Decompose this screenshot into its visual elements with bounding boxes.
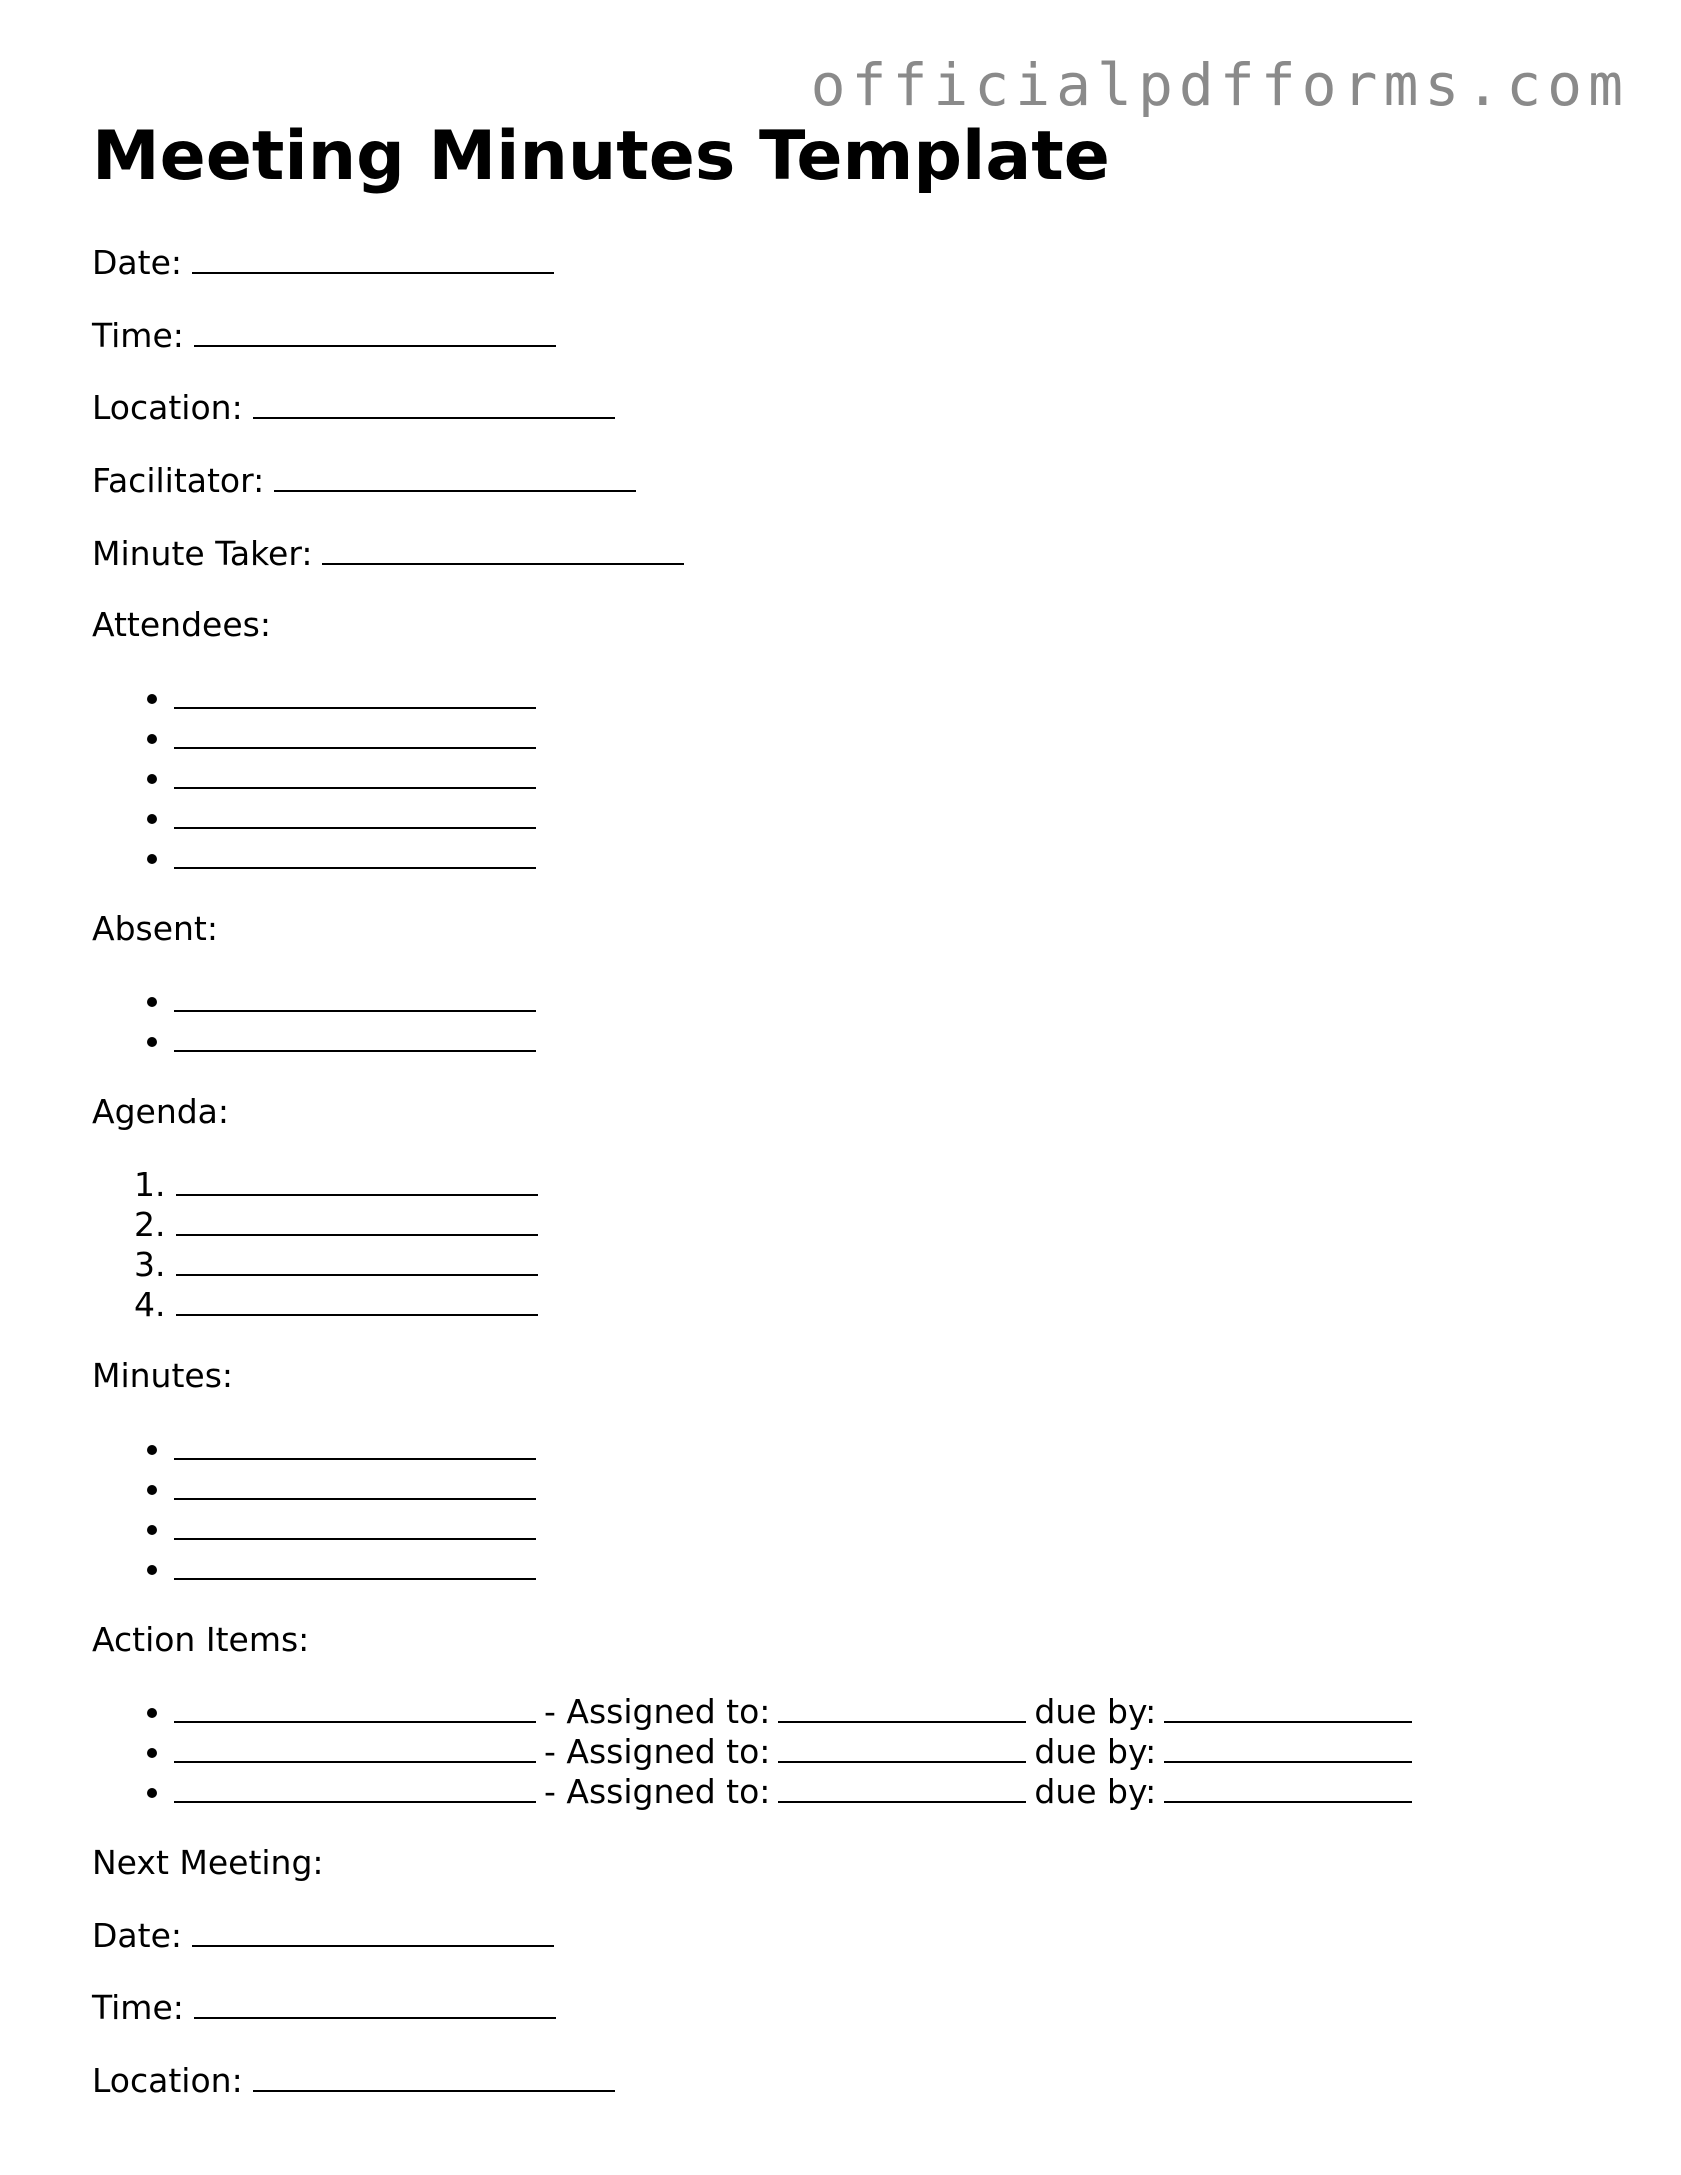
- action-field[interactable]: [174, 1731, 536, 1763]
- list-item: [174, 1428, 1632, 1468]
- agenda-field[interactable]: [176, 1164, 538, 1196]
- assigned-label: - Assigned to:: [544, 1732, 771, 1772]
- next-meeting-heading: Next Meeting:: [92, 1843, 324, 1883]
- absent-list: [92, 980, 1632, 1060]
- attendees-heading: Attendees:: [92, 605, 271, 645]
- next-location-label: Location:: [92, 2060, 243, 2100]
- list-item: [174, 1691, 1632, 1731]
- list-item: [174, 677, 1632, 717]
- minutes-field[interactable]: [174, 1468, 536, 1500]
- attendees-list: [92, 677, 1632, 877]
- assigned-label: - Assigned to:: [544, 1772, 771, 1812]
- attendee-field[interactable]: [174, 757, 536, 789]
- minute-taker-label: Minute Taker:: [92, 533, 313, 573]
- date-label: Date:: [92, 243, 182, 283]
- next-date-label: Date:: [92, 1915, 182, 1955]
- action-items-heading: Action Items:: [92, 1619, 310, 1659]
- list-item: [174, 1771, 1632, 1811]
- due-field[interactable]: [1164, 1691, 1412, 1723]
- list-item: [174, 717, 1632, 757]
- list-item: [174, 757, 1632, 797]
- form-body: [92, 118, 1632, 2133]
- minutes-list: [92, 1428, 1632, 1588]
- agenda-number: 3.: [134, 1244, 166, 1284]
- time-field[interactable]: [194, 315, 556, 347]
- absent-field[interactable]: [174, 1020, 536, 1052]
- agenda-field[interactable]: [176, 1204, 538, 1236]
- attendee-field[interactable]: [174, 837, 536, 869]
- due-label: due by:: [1034, 1692, 1157, 1732]
- agenda-field[interactable]: [176, 1284, 538, 1316]
- list-item: [134, 1284, 1632, 1324]
- minutes-heading: Minutes:: [92, 1355, 234, 1395]
- list-item: [174, 1020, 1632, 1060]
- minutes-field[interactable]: [174, 1428, 536, 1460]
- location-field[interactable]: [253, 387, 615, 419]
- minute-taker-field[interactable]: [322, 533, 684, 565]
- absent-heading: Absent:: [92, 908, 218, 948]
- list-item: [134, 1204, 1632, 1244]
- time-row: [92, 315, 1632, 356]
- assigned-field[interactable]: [778, 1691, 1026, 1723]
- assigned-field[interactable]: [778, 1731, 1026, 1763]
- page-title: Meeting Minutes Template: [92, 117, 1110, 196]
- agenda-number: 2.: [134, 1204, 166, 1244]
- minutes-field[interactable]: [174, 1508, 536, 1540]
- list-item: [174, 1508, 1632, 1548]
- next-time-row: [92, 1987, 1632, 2028]
- watermark: officialpdfforms.com: [810, 51, 1629, 119]
- attendee-field[interactable]: [174, 717, 536, 749]
- agenda-number: 1.: [134, 1164, 166, 1204]
- list-item: [134, 1244, 1632, 1284]
- next-date-row: [92, 1915, 1632, 1956]
- absent-field[interactable]: [174, 980, 536, 1012]
- facilitator-row: [92, 460, 1632, 501]
- assigned-field[interactable]: [778, 1771, 1026, 1803]
- facilitator-label: Facilitator:: [92, 460, 265, 500]
- minutes-field[interactable]: [174, 1548, 536, 1580]
- due-label: due by:: [1034, 1772, 1157, 1812]
- attendee-field[interactable]: [174, 677, 536, 709]
- list-item: [134, 1164, 1632, 1204]
- next-date-field[interactable]: [192, 1915, 554, 1947]
- action-field[interactable]: [174, 1691, 536, 1723]
- minute-taker-row: [92, 533, 1632, 574]
- agenda-list: [92, 1164, 1632, 1324]
- date-field[interactable]: [192, 242, 554, 274]
- location-row: [92, 387, 1632, 428]
- next-time-field[interactable]: [194, 1987, 556, 2019]
- due-label: due by:: [1034, 1732, 1157, 1772]
- assigned-label: - Assigned to:: [544, 1692, 771, 1732]
- due-field[interactable]: [1164, 1771, 1412, 1803]
- list-item: [174, 797, 1632, 837]
- action-field[interactable]: [174, 1771, 536, 1803]
- agenda-field[interactable]: [176, 1244, 538, 1276]
- agenda-heading: Agenda:: [92, 1092, 230, 1132]
- list-item: [174, 1731, 1632, 1771]
- next-location-row: [92, 2060, 1632, 2101]
- next-location-field[interactable]: [253, 2060, 615, 2092]
- date-row: [92, 242, 1632, 283]
- list-item: [174, 980, 1632, 1020]
- next-time-label: Time:: [92, 1988, 184, 2028]
- list-item: [174, 1548, 1632, 1588]
- facilitator-field[interactable]: [274, 460, 636, 492]
- action-items-list: [92, 1691, 1632, 1811]
- location-label: Location:: [92, 388, 243, 428]
- due-field[interactable]: [1164, 1731, 1412, 1763]
- agenda-number: 4.: [134, 1284, 166, 1324]
- list-item: [174, 837, 1632, 877]
- attendee-field[interactable]: [174, 797, 536, 829]
- time-label: Time:: [92, 315, 184, 355]
- list-item: [174, 1468, 1632, 1508]
